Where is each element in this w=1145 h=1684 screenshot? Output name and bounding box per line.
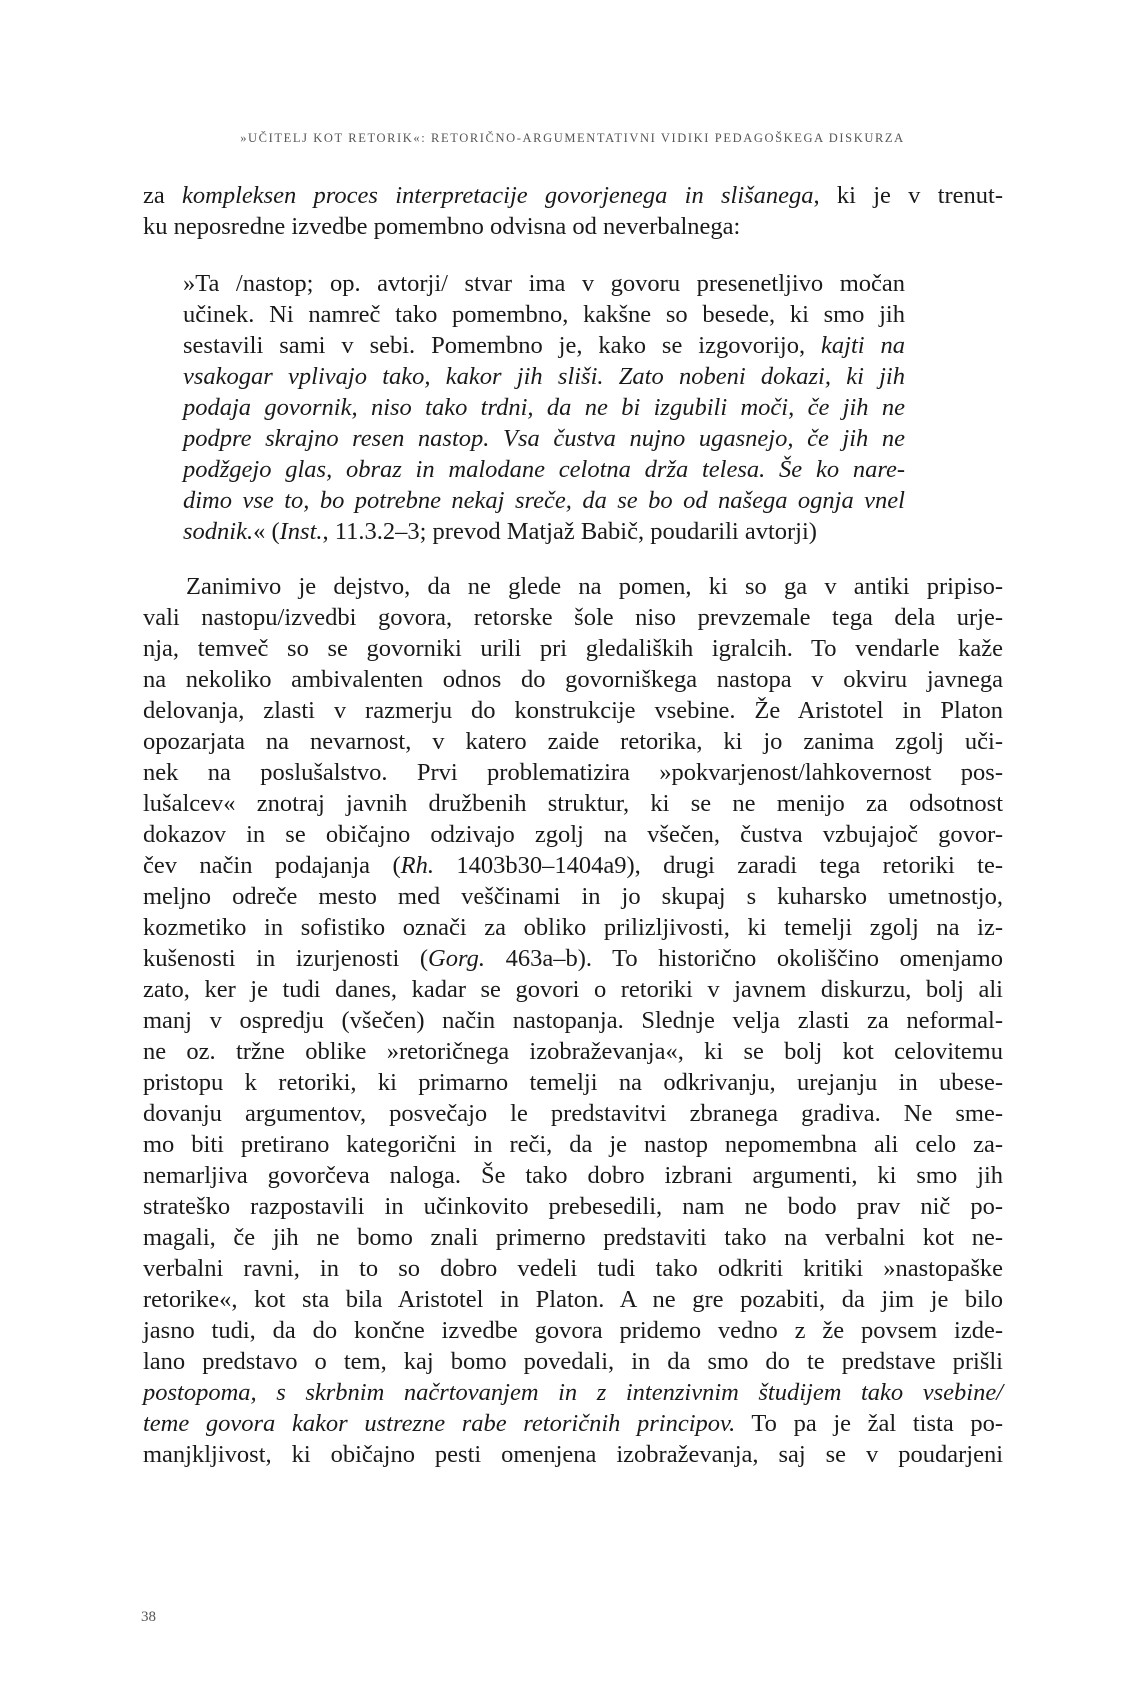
text-run: nja, temveč so se govorniki urili pri gledaliških igralcih. To vendarle kaže (143, 635, 1003, 662)
text-run: opozarjata na nevarnost, v katero zaide retorika, ki jo zanima zgolj uči- (143, 728, 1003, 755)
italic-text: postopoma, s skrbnim načrtovanjem in z intenzivnim študijem tako vsebine/ (143, 1379, 1003, 1406)
text-line (143, 1408, 1003, 1439)
text-run: »Ta /nastop; op. avtorji/ stvar ima v govoru presenetljivo močan (183, 270, 905, 297)
text-run: lano predstavo o tem, kaj bomo povedali, in da smo do te predstave prišli (143, 1348, 1003, 1375)
text-line (143, 1191, 1003, 1222)
text-run: ne oz. tržne oblike »retoričnega izobraževanja«, ki se bolj kot celovitemu (143, 1038, 1003, 1065)
text-line (143, 571, 1003, 602)
italic-text: podpre skrajno resen nastop. Vsa čustva nujno ugasnejo, če jih ne (183, 425, 905, 452)
text-line (183, 485, 905, 516)
text-run: manjkljivost, ki običajno pesti omenjena izobraževanja, saj se v poudarjeni (143, 1441, 1003, 1468)
text-line (143, 974, 1003, 1005)
text-run: 463a–b). To historično okoliščino omenjamo (484, 945, 1003, 972)
running-head: »UČITELJ KOT RETORIK«: RETORIČNO-ARGUMENTATIVNI VIDIKI PEDAGOŠKEGA DISKURZA (240, 131, 905, 145)
text-line (143, 1098, 1003, 1129)
page-number: 38 (141, 1609, 156, 1625)
text-line (183, 330, 905, 361)
text-line (143, 1377, 1003, 1408)
text-line (143, 1129, 1003, 1160)
text-run: retorike«, kot sta bila Aristotel in Platon. A ne gre pozabiti, da jim je bilo (143, 1286, 1003, 1313)
text-line (183, 454, 905, 485)
italic-text: podaja govornik, niso tako trdni, da ne bi izgubili moči, če jih ne (183, 394, 905, 421)
text-line (143, 1160, 1003, 1191)
text-run: « ( (253, 518, 280, 545)
text-run: , 11.3.2–3; prevod Matjaž Babič, poudarili avtorji) (322, 518, 817, 545)
text-line (143, 1222, 1003, 1253)
text-line (143, 211, 1003, 242)
text-run: Zanimivo je dejstvo, da ne glede na pomen, ki so ga v antiki pripiso- (186, 573, 1003, 600)
text-line (143, 602, 1003, 633)
text-line (143, 757, 1003, 788)
text-line (183, 423, 905, 454)
text-line (143, 819, 1003, 850)
text-run: za (143, 182, 183, 209)
text-run: nek na poslušalstvo. Prvi problematizira »pokvarjenost/lahkovernost pos- (143, 759, 1003, 786)
text-run: manj v ospredju (všečen) način nastopanja. Slednje velja zlasti za neformal- (143, 1007, 1003, 1034)
italic-text: Gorg. (428, 945, 485, 972)
text-run: , ki je v trenut- (813, 182, 1003, 209)
text-run: delovanja, zlasti v razmerju do konstrukcije vsebine. Že Aristotel in Platon (143, 697, 1003, 724)
italic-text: vsakogar vplivajo tako, kakor jih sliši. Zato nobeni dokazi, ki jih (183, 363, 905, 390)
text-line (143, 695, 1003, 726)
text-line (143, 943, 1003, 974)
intro-paragraph (143, 180, 1003, 242)
text-run: ku neposredne izvedbe pomembno odvisna od neverbalnega: (143, 213, 741, 240)
text-line (143, 633, 1003, 664)
text-run: zato, ker je tudi danes, kadar se govori o retoriki v javnem diskurzu, bolj ali (143, 976, 1003, 1003)
text-run: vali nastopu/izvedbi govora, retorske šole niso prevzemale tega dela urje- (143, 604, 1003, 631)
text-run: To pa je žal tista po- (735, 1410, 1003, 1437)
text-run: učinek. Ni namreč tako pomembno, kakšne so besede, ki smo jih (183, 301, 905, 328)
italic-text: kajti na (821, 332, 905, 359)
italic-text: Rh. (400, 852, 434, 879)
text-run: dovanju argumentov, posvečajo le predstavitvi zbranega gradiva. Ne sme- (143, 1100, 1003, 1127)
text-run: nemarljiva govorčeva naloga. Še tako dobro izbrani argumenti, ki smo jih (143, 1162, 1003, 1189)
text-line (143, 1439, 1003, 1470)
text-line (143, 912, 1003, 943)
text-run: meljno odreče mesto med veščinami in jo skupaj s kuharsko umetnostjo, (143, 883, 1003, 910)
text-run: pristopu k retoriki, ki primarno temelji na odkrivanju, urejanju in ubese- (143, 1069, 1003, 1096)
text-line (143, 726, 1003, 757)
text-line (143, 1036, 1003, 1067)
text-line (183, 268, 905, 299)
text-line (143, 1253, 1003, 1284)
text-line (143, 1005, 1003, 1036)
text-run: na nekoliko ambivalenten odnos do govorniškega nastopa v okviru javnega (143, 666, 1003, 693)
italic-text: podžgejo glas, obraz in malodane celotna drža telesa. Še ko nare- (183, 456, 905, 483)
text-line (143, 1284, 1003, 1315)
text-run: mo biti pretirano kategorični in reči, da je nastop nepomembna ali celo za- (143, 1131, 1003, 1158)
italic-text: teme govora kakor ustrezne rabe retoričnih principov. (143, 1410, 736, 1437)
text-line (183, 299, 905, 330)
text-line (183, 392, 905, 423)
text-run: čev način podajanja ( (143, 852, 401, 879)
text-run: verbalni ravni, in to so dobro vedeli tudi tako odkriti kritiki »nastopaške (143, 1255, 1003, 1282)
italic-text: kompleksen proces interpretacije govorjenega in slišanega (182, 182, 814, 209)
block-quote (183, 268, 905, 547)
text-run: dokazov in se običajno odzivajo zgolj na všečen, čustva vzbujajoč govor- (143, 821, 1003, 848)
text-line (143, 788, 1003, 819)
text-line (143, 850, 1003, 881)
text-line (183, 516, 905, 547)
text-run: jasno tudi, da do končne izvedbe govora pridemo vedno z že povsem izde- (143, 1317, 1003, 1344)
text-line (183, 361, 905, 392)
italic-text: Inst. (279, 518, 323, 545)
text-run: kozmetiko in sofistiko označi za obliko prilizljivosti, ki temelji zgolj na iz- (143, 914, 1003, 941)
text-line (143, 1315, 1003, 1346)
text-run: sestavili sami v sebi. Pomembno je, kako se izgovorijo, (183, 332, 822, 359)
text-run: kušenosti in izurjenosti ( (143, 945, 429, 972)
body-paragraph (143, 571, 1003, 1470)
text-line (143, 180, 1003, 211)
text-run: magali, če jih ne bomo znali primerno predstaviti tako na verbalni kot ne- (143, 1224, 1003, 1251)
text-run: strateško razpostavili in učinkovito prebesedili, nam ne bodo prav nič po- (143, 1193, 1003, 1220)
text-run: 1403b30–1404a9), drugi zaradi tega retoriki te- (433, 852, 1003, 879)
text-line (143, 1346, 1003, 1377)
italic-text: sodnik. (183, 518, 254, 545)
italic-text: dimo vse to, bo potrebne nekaj sreče, da se bo od našega ognja vnel (183, 487, 905, 514)
text-line (143, 881, 1003, 912)
text-run: lušalcev« znotraj javnih družbenih struktur, ki se ne menijo za odsotnost (143, 790, 1003, 817)
text-line (143, 664, 1003, 695)
text-line (143, 1067, 1003, 1098)
